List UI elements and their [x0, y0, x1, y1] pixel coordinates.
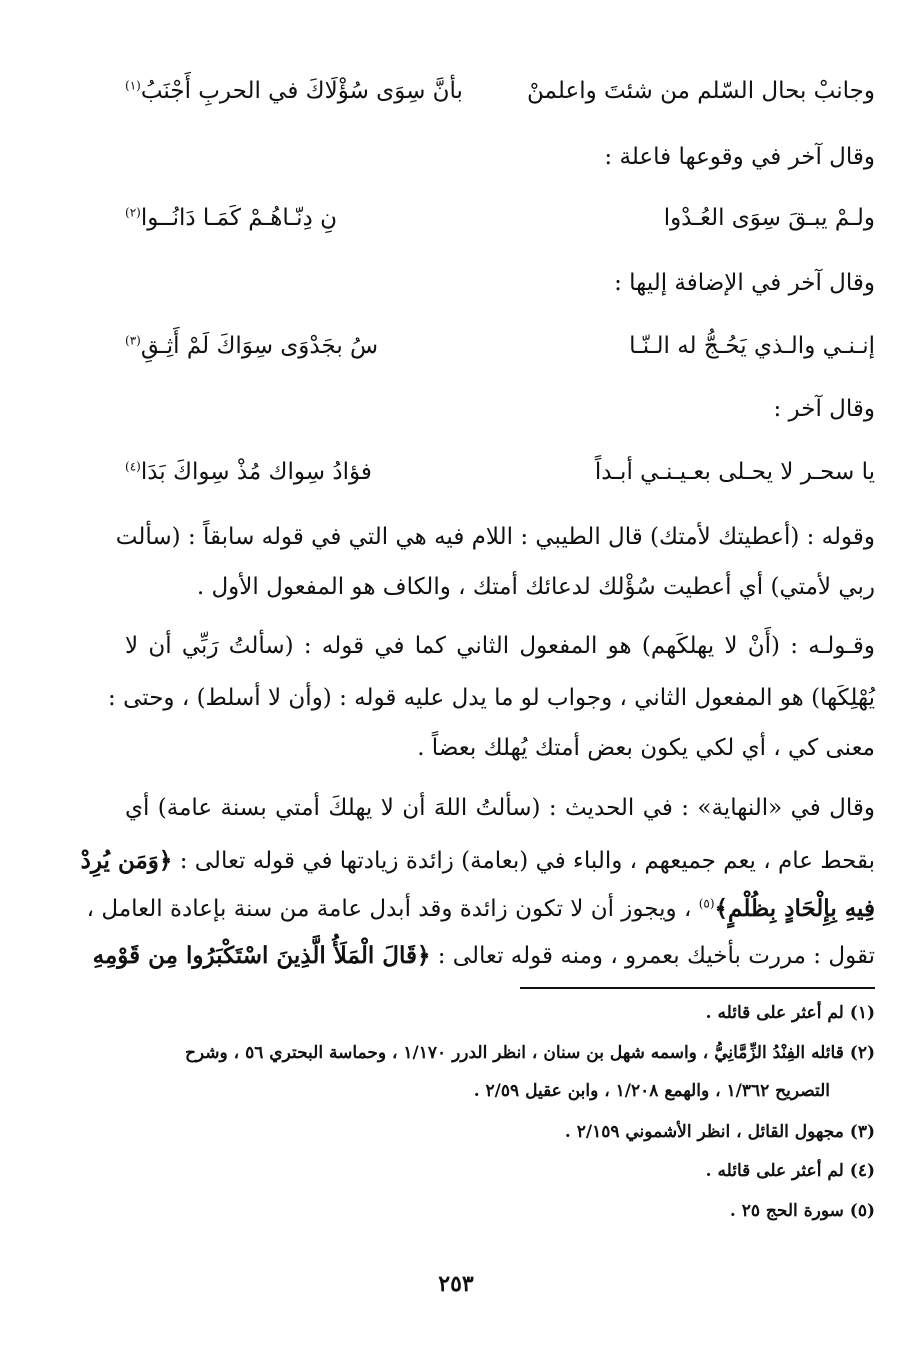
verse-line: [125, 459, 875, 485]
paragraph-line: معنى كي ، أي لكي يكون بعض أمتك يُهلك بعضاً .: [417, 735, 875, 761]
verse-second-hemistich: سُ بجَدْوَى سِوَاكَ لَمْ أَثِـقِ$^{(٣)}$: [125, 333, 379, 359]
paragraph-line: يُهْلِكَها) هو المفعول الثاني ، وجواب لو ما يدل عليه قوله : (وأن لا أسلط) ، وحتى :: [108, 685, 875, 711]
footnote-ref: (٣): [125, 333, 141, 348]
quran-quote: ﴿وَمَن يُرِدْ: [80, 847, 173, 874]
verse-second-hemistich: فؤادُ سِواك مُذْ سِواكَ بَدَا$^{(٤)}$: [125, 459, 372, 485]
verse-second-hemistich: بأنَّ سِوَى سُؤْلَاكَ في الحربِ أَجْنَبُ$^{(١)}$: [125, 78, 463, 104]
paragraph-line: وقوله : (أعطيتك لأمتك) قال الطيبي : اللام فيه هي التي في قوله سابقاً : (سألت: [115, 524, 875, 550]
verse-first-hemistich: يا سحـر لا يحـلى بعـيـنـي أبـداً: [594, 459, 875, 485]
verse-second-hemistich: نِ دِنّـاهُـمْ كَمَـا دَانُــوا$^{(٢)}$: [125, 205, 337, 231]
intro-line: وقال آخر في الإضافة إليها :: [614, 270, 875, 296]
verse-line: [125, 333, 875, 359]
quran-quote: ﴿قَالَ الْمَلَأُ الَّذِينَ اسْتَكْبَرُوا مِن قَوْمِهِ: [92, 942, 431, 969]
footnote: (٥) سورة الحج ٢٥ .: [729, 1201, 875, 1221]
footnote: (٣) مجهول القائل ، انظر الأشموني ٢/١٥٩ .: [564, 1122, 875, 1142]
paragraph-line: وقال في «النهاية» : في الحديث : (سألتُ اللهَ أن لا يهلكَ أمتي بسنة عامة) أي: [125, 795, 875, 821]
paragraph-line: بقحط عام ، يعم جميعهم ، والباء في (بعامة) زائدة زيادتها في قوله تعالى : ﴿وَمَن يُرِدْ: [80, 847, 875, 874]
footnote-continuation: التصريح ١/٣٦٢ ، والهمع ١/٢٠٨ ، وابن عقيل ٢/٥٩ .: [473, 1081, 830, 1101]
paragraph-line: فِيهِ بِإِلْحَادٍ بِظُلْمٍ﴾$^{(٥)}$ ، ويجوز أن لا تكون زائدة وقد أبدل عامة من سنة بإعادة العامل ،: [86, 895, 875, 922]
footnote-ref: (٥): [698, 896, 715, 911]
quran-quote: فِيهِ بِإِلْحَادٍ بِظُلْمٍ﴾: [714, 895, 875, 922]
paragraph-line: تقول : مررت بأخيك بعمرو ، ومنه قوله تعالى : ﴿قَالَ الْمَلَأُ الَّذِينَ اسْتَكْبَرُوا مِن قَوْمِهِ: [92, 942, 875, 969]
intro-line: وقال آخر :: [773, 396, 875, 422]
footnote-ref: (٢): [125, 205, 141, 220]
footnote-separator: [520, 987, 875, 989]
footnote-ref: (٤): [125, 459, 141, 474]
verse-first-hemistich: ولـمْ يبـقَ سِوَى العُـدْوا: [663, 205, 875, 231]
verse-first-hemistich: إنـنـي والـذي يَحُـجُّ له الـنّـا: [629, 333, 875, 359]
page-number: ٢٥٣: [438, 1271, 474, 1297]
footnote-ref: (١): [125, 78, 141, 93]
paragraph-line: ربي لأمتي) أي أعطيت سُؤْلك لدعائك أمتك ، والكاف هو المفعول الأول .: [196, 574, 875, 600]
footnote: (٢) قائله الفِنْدُ الزِّمَّانِيُّ ، واسمه شهل بن سنان ، انظر الدرر ١/١٧٠ ، وحماسة البحتري ٥٦ ، وشرح: [184, 1043, 875, 1063]
footnote: (٤) لم أعثر على قائله .: [705, 1161, 875, 1181]
verse-line: [125, 205, 875, 231]
verse-first-hemistich: وجانبْ بحال السّلم من شئتَ واعلمنْ: [527, 78, 875, 104]
verse-line: [125, 78, 875, 104]
paragraph-line: وقـولـه : (أَنْ لا يهلكَهم) هو المفعول الثاني كما في قوله : (سألتُ رَبِّي أن لا: [125, 633, 875, 659]
intro-line: وقال آخر في وقوعها فاعلة :: [604, 144, 875, 170]
footnote: (١) لم أعثر على قائله .: [705, 1003, 875, 1023]
